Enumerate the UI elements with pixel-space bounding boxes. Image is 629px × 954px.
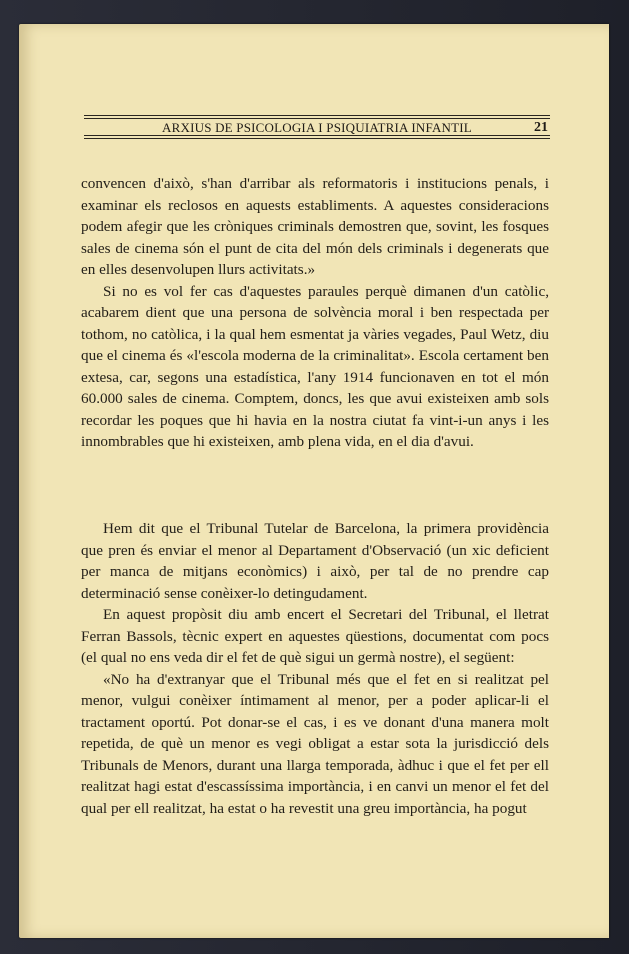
paragraph: En aquest propòsit diu amb encert el Secretari del Tribunal, el lletrat Ferran Bassols, tècnic expert en aquestes qüestions, documentat com pocs (el qual no ens veda dir el fet de què sigui un germà nostre), el següent: [81,606,549,666]
header-rule [84,138,550,139]
running-head: ARXIUS DE PSICOLOGIA I PSIQUIATRIA INFANTIL [162,120,472,135]
paragraph: «No ha d'extranyar que el Tribunal més que el fet en si realitzat pel menor, vulgui conèixer íntimament al menor, per a poder aplicar-li el tractament oportú. Pot donar-se el cas, i es ve donant d'una manera molt repetida, de què un menor es vegi obligat a estar sota la jurisdicció dels Tribunals de Menors, durant una llarga temporada, àdhuc i que el fet per ell realitzat hagi estat d'escassíssima importància, i en canvi un menor el fet del qual per ell realitzat, ha estat o ha revestit una greu importància, ha pogut [81,670,549,817]
paragraph: Si no es vol fer cas d'aquestes paraules perquè dimanen d'un catòlic, acabarem dient que una persona de solvència moral i ben respectada per tothom, no catòlica, i la qual hem esmentat ja vàries vegades, Paul Wetz, diu que el cinema és «l'escola moderna de la criminalitat». Escola certament ben extesa, car, segons una estadística, l'any 1914 funcionaven en tot el món 60.000 sales de cinema. Comptem, doncs, les que avui existeixen amb sols recordar les poques que hi havia en la nostra ciutat fa vint-i-un anys i les innombrables que hi existeixen, amb plena vida, en el dia d'avui. [81,282,549,450]
header-rule [84,118,550,119]
text-block-1 [81,173,549,453]
page-header [84,111,550,145]
paragraph: Hem dit que el Tribunal Tutelar de Barcelona, la primera providència que pren és enviar el menor al Departament d'Observació (un xic deficient per manca de mitjans econòmics) i això, per tal de no prendre cap determinació sense conèixer-lo detingudament. [81,520,549,602]
text-block-2 [81,518,549,819]
header-rule [84,135,550,136]
header-rule [84,115,550,116]
page-number: 21 [534,120,548,135]
paragraph: convencen d'això, s'han d'arribar als reformatoris i institucions penals, i examinar els reclosos en aquests establiments. A aquestes consideracions podem afegir que les cròniques criminals demostren que, sovint, les fosques sales de cinema són el punt de cita del món dels criminals i degenerats que en elles desenvolupen llurs activitats.» [81,175,549,278]
